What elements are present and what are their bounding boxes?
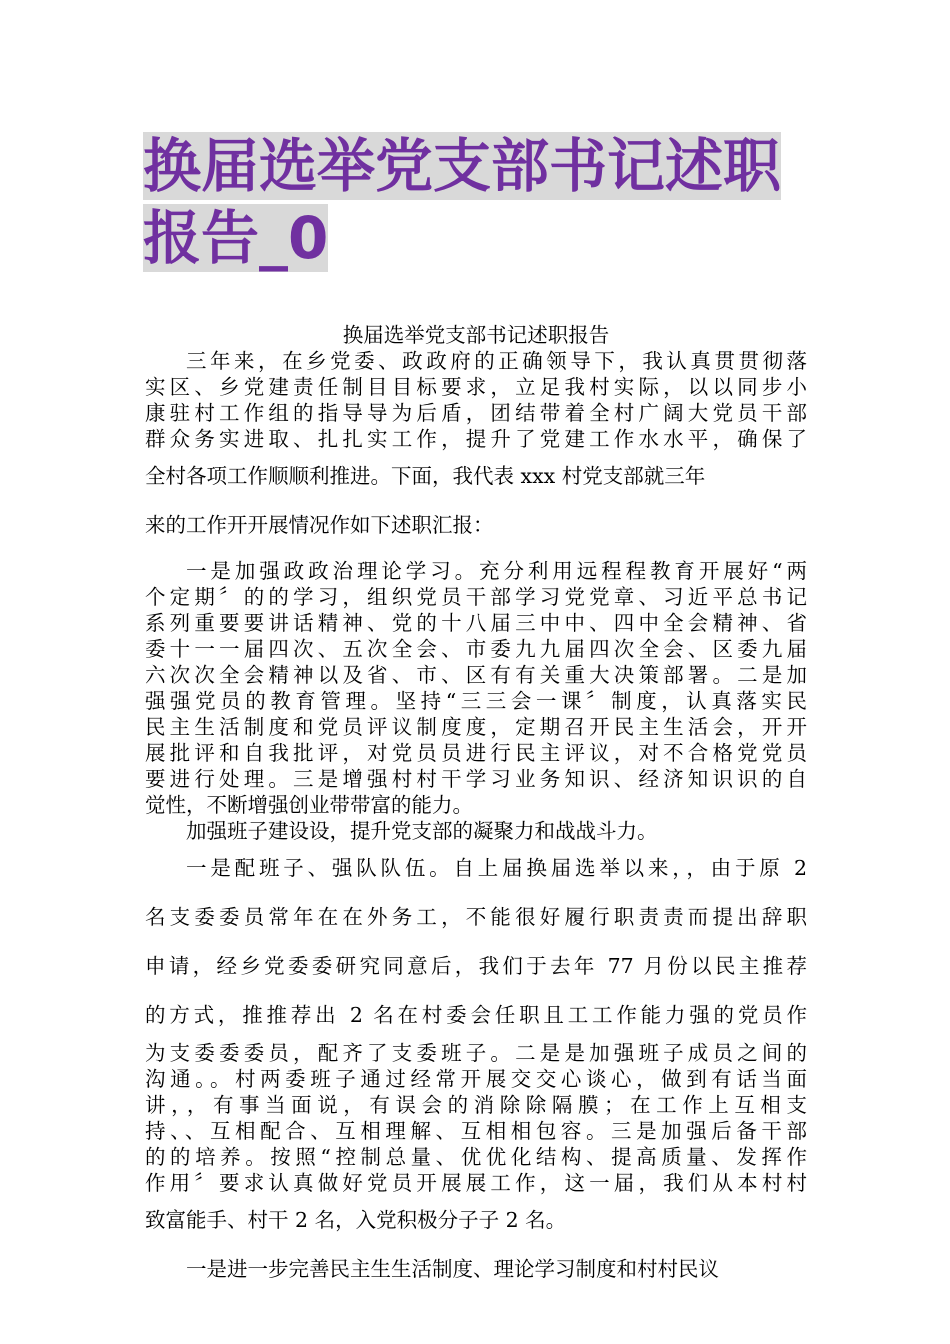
paragraph-team-staffing <box>145 844 807 1040</box>
document-body <box>145 322 807 1294</box>
text-line: 致富能手、村干 2 名，入党积极分子子 2 名。 <box>145 1208 567 1232</box>
text-line: 讲，，有事当面说，有误会的消除除隔膜；在工作上互相支 <box>145 1093 807 1117</box>
text-line: 强强党员的教育管理。坚持“三三会一课〞制度，认真落实民 <box>145 689 807 713</box>
paragraph-team-communication <box>145 1040 807 1196</box>
text-line: 系列重要要讲话精神、党的十八届三中中、四中全会精神、省 <box>145 611 807 635</box>
text-line: 的方式，推推荐出 2 名在村委会任职且工工作能力强的党员作 <box>145 1003 807 1027</box>
text-line: 委十一一届四次、五次全会、市委九九届四次全会、区委九届 <box>145 637 807 661</box>
paragraph-intro <box>145 348 807 452</box>
text-line: 的的培养。按照“控制总量、优优化结构、提高质量、发挥作 <box>145 1145 807 1169</box>
paragraph-team-building: 加强班子建设设，提升党支部的凝聚力和战战斗力。 <box>186 819 658 843</box>
paragraph-team-end <box>145 1196 807 1245</box>
text-line: 来的工作开开展情况作如下述职汇报： <box>145 513 494 537</box>
text-line: 一是进一步完善民主生生活制度、理论学习制度和村村民议 <box>186 1257 719 1281</box>
text-line: 个定期〞的的学习，组织党员干部学习党党章、习近平总书记 <box>145 585 807 609</box>
page-title <box>143 130 808 274</box>
text-line: 展批评和自我批评，对党员员进行民主评议，对不合格党党员 <box>145 741 807 765</box>
page-title-line-2: 报告_0 <box>143 204 329 272</box>
text-line: 作用〞要求认真做好党员开展展工作，这一届，我们从本村村 <box>145 1171 807 1195</box>
text-line: 康驻村工作组的指导导为后盾，团结带着全村广阔大党员干部 <box>145 401 807 425</box>
paragraph-democracy <box>145 1245 807 1294</box>
text-line: 群众务实进取、扎扎实工作，提升了党建工作水水平，确保了 <box>145 427 807 451</box>
text-line: 觉性，不断增强创业带带富的能力。 <box>145 793 473 817</box>
text-line: 持、、互相配合、互相理解、互相相包容。三是加强后备干部 <box>145 1119 807 1143</box>
text-line: 为支委委委员，配齐了支委班子。二是是加强班子成员之间的 <box>145 1041 807 1065</box>
text-line: 要进行处理。三是增强村村干学习业务知识、经济知识识的自 <box>145 767 807 791</box>
text-line: 沟通。。村两委班子通过经常开展交交心谈心，做到有话当面 <box>145 1067 807 1091</box>
paragraph-theory-study <box>145 558 807 818</box>
text-line: 三年来，在乡党委、政政府的正确领导下，我认真贯贯彻落 <box>186 349 807 373</box>
text-line: 申请，经乡党委委研究同意后，我们于去年 77 月份以民主推荐 <box>145 954 807 978</box>
text-line: 民主生活制度和党员评议制度度，定期召开民主生活会，开开 <box>145 715 807 739</box>
text-line: 实区、乡党建责任制目目标要求，立足我村实际，以以同步小 <box>145 375 807 399</box>
document-subtitle: 换届选举党支部书记述职报告 <box>342 323 610 347</box>
text-line: 一是加强政政治理论学习。充分利用远程程教育开展好“两 <box>186 559 807 583</box>
paragraph-intro-continued <box>145 452 807 550</box>
text-line: 名支委委员常年在在外务工，不能很好履行职责责而提出辞职 <box>145 905 807 929</box>
text-line: 一是配班子、强队队伍。自上届换届选举以来，，由于原 2 <box>186 856 807 880</box>
text-line: 全村各项工作顺顺利推进。下面，我代表 xxx 村党支部就三年 <box>145 464 706 488</box>
page-title-line-1: 换届选举党支部书记述职 <box>143 132 782 200</box>
text-line: 六次次全会精神以及省、市、区有有关重大决策部署。二是加 <box>145 663 807 687</box>
